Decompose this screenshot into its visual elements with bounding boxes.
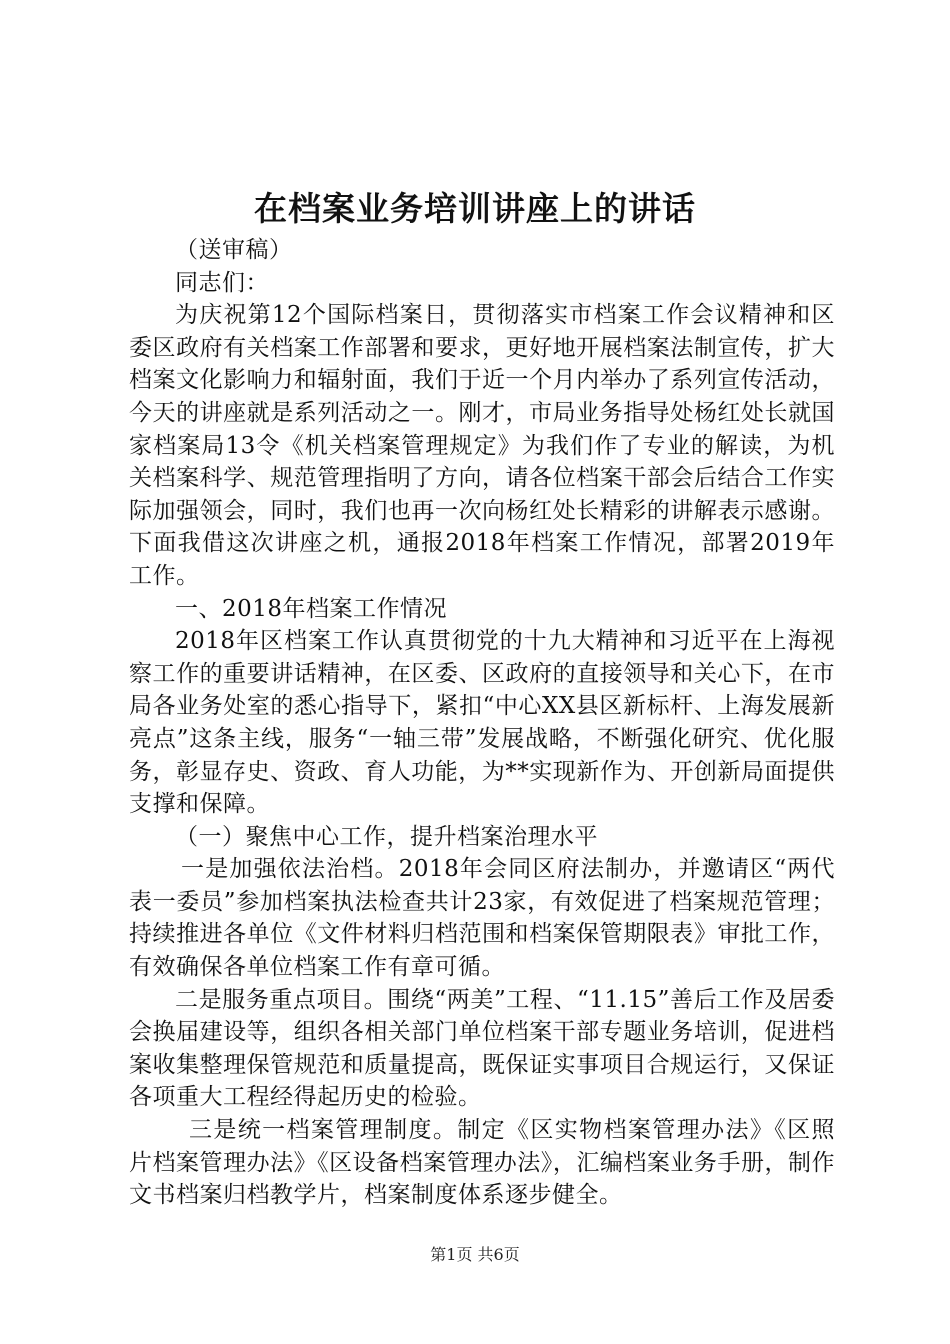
body-paragraph: 为庆祝第12个国际档案日，贯彻落实市档案工作会议精神和区委区政府有关档案工作部署和要求，更好地开展档案法制宣传，扩大档案文化影响力和辐射面，我们于近一个月内举办了系列宣传活动，今天的讲座就是系列活动之一。刚才，市局业务指导处杨红处长就国家档案局13令《机关档案管理规定》为我们作了专业的解读，为机关档案科学、规范管理指明了方向，请各位档案干部会后结合工作实际加强领会，同时，我们也再一次向杨红处长精彩的讲解表示感谢。下面我借这次讲座之机，通报2018年档案工作情况，部署2019年工作。 — [129, 302, 835, 589]
body-paragraph: 二是服务重点项目。围绕“两美”工程、“11.15”善后工作及居委会换届建设等，组织各相关部门单位档案干部专题业务培训，促进档案收集整理保管规范和质量提高，既保证实事项目合规运行，又保证各项重大工程经得起历史的检验。 — [129, 986, 835, 1111]
subsection-heading: （一）聚焦中心工作，提升档案治理水平 — [175, 823, 598, 850]
body-paragraph: 2018年区档案工作认真贯彻党的十九大精神和习近平在上海视察工作的重要讲话精神，在区委、区政府的直接领导和关心下，在市局各业务处室的悉心指导下，紧扣“中心XX县区新标杆、上海发展新亮点”这条主线，服务“一轴三带”发展战略，不断强化研究、优化服务，彰显存史、资政、育人功能，为**实现新作为、开创新局面提供支撑和保障。 — [129, 628, 835, 818]
section-heading: 一、2018年档案工作情况 — [175, 595, 448, 622]
body-paragraph: 三是统一档案管理制度。制定《区实物档案管理办法》《区照片档案管理办法》《区设备档案管理办法》，汇编档案业务手册，制作文书档案归档教学片，档案制度体系逐步健全。 — [129, 1117, 835, 1209]
page-footer: 第1页 共6页 — [430, 1245, 520, 1264]
salutation: 同志们： — [175, 269, 269, 296]
draft-note: （送审稿） — [175, 237, 293, 263]
document-title: 在档案业务培训讲座上的讲话 — [254, 189, 696, 228]
document-body — [129, 234, 835, 1212]
body-paragraph: 一是加强依法治档。2018年会同区府法制办，并邀请区“两代表一委员”参加档案执法检查共计23家，有效促进了档案规范管理；持续推进各单位《文件材料归档范围和档案保管期限表》审批工作，有效确保各单位档案工作有章可循。 — [129, 856, 835, 981]
